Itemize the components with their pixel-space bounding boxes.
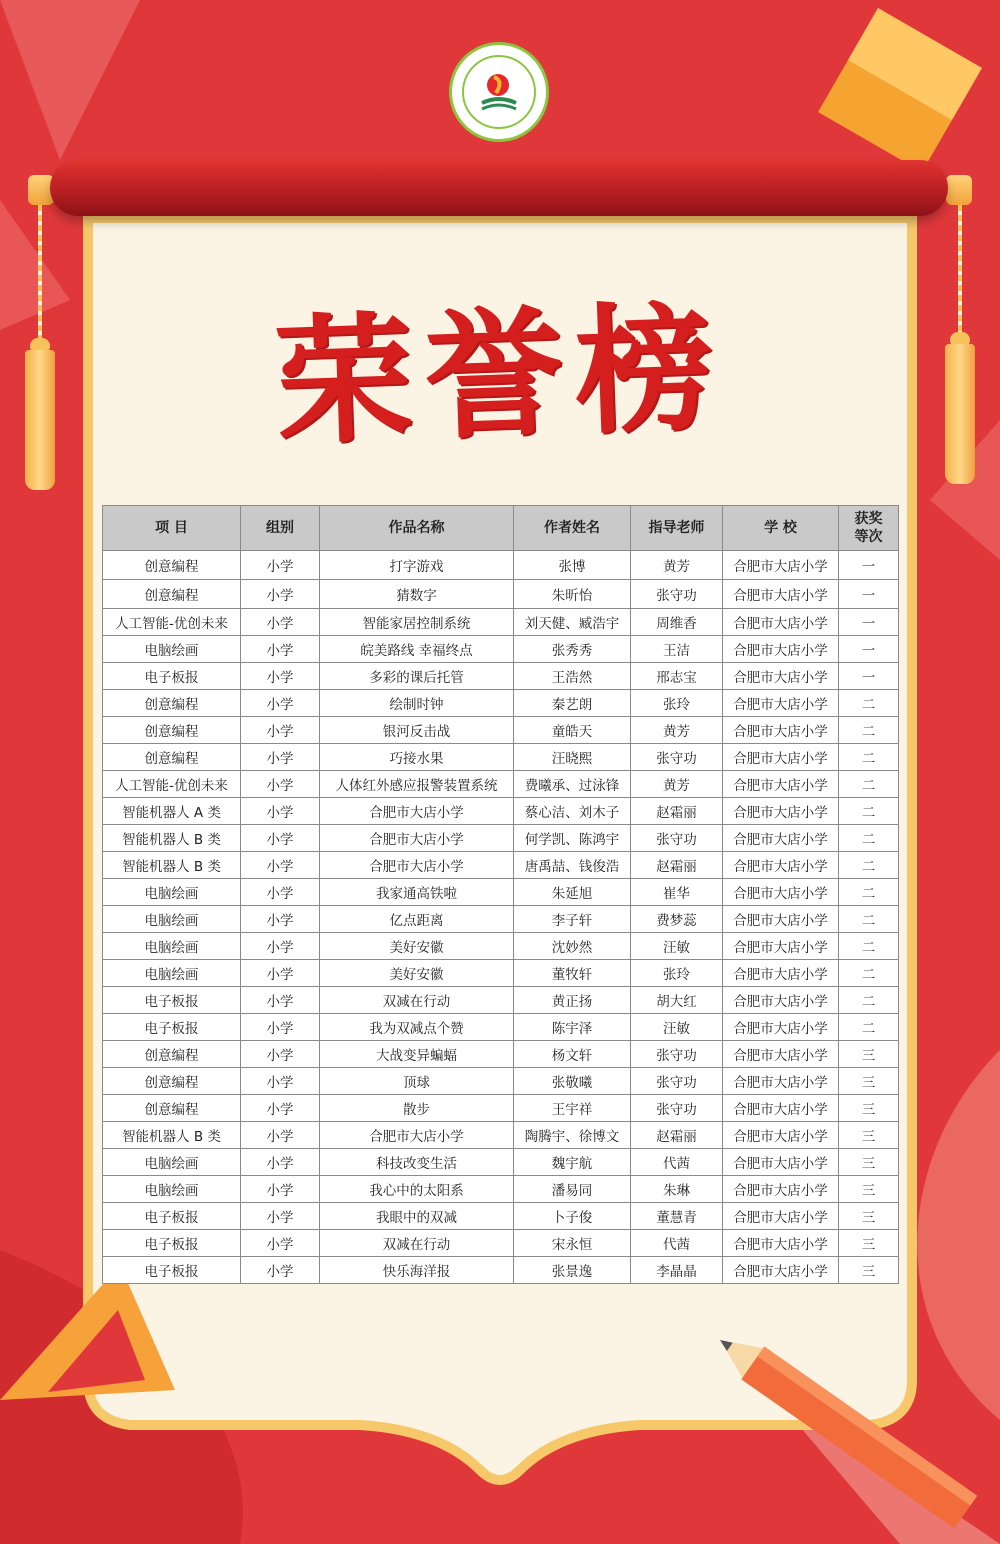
cell-work-title: 双减在行动	[320, 987, 514, 1014]
table-body	[103, 551, 899, 1284]
cell-award-level: 二	[839, 879, 899, 906]
cell-work-title: 人体红外感应报警装置系统	[320, 771, 514, 798]
cell-work-title: 美好安徽	[320, 960, 514, 987]
cell-teacher: 汪敏	[631, 933, 723, 960]
cell-work-title: 我家通高铁啦	[320, 879, 514, 906]
cell-project: 创意编程	[103, 580, 241, 609]
cell-author: 唐禹喆、钱俊浩	[514, 852, 631, 879]
cell-group: 小学	[241, 609, 320, 636]
cell-work-title: 多彩的课后托管	[320, 663, 514, 690]
cell-project: 电子板报	[103, 1014, 241, 1041]
cell-group: 小学	[241, 960, 320, 987]
cell-teacher: 朱琳	[631, 1176, 723, 1203]
cell-award-level: 一	[839, 551, 899, 580]
cell-award-level: 三	[839, 1230, 899, 1257]
table-row	[103, 1122, 899, 1149]
table-row	[103, 1257, 899, 1284]
cell-project: 电脑绘画	[103, 960, 241, 987]
awards-table	[102, 505, 899, 1284]
table-row	[103, 1014, 899, 1041]
cell-school: 合肥市大店小学	[723, 663, 839, 690]
cell-author: 秦艺朗	[514, 690, 631, 717]
cell-school: 合肥市大店小学	[723, 1068, 839, 1095]
table-row	[103, 580, 899, 609]
cell-teacher: 张守功	[631, 744, 723, 771]
cell-project: 创意编程	[103, 744, 241, 771]
cell-award-level: 三	[839, 1095, 899, 1122]
table-row	[103, 960, 899, 987]
table-row	[103, 771, 899, 798]
cell-teacher: 赵霜丽	[631, 1122, 723, 1149]
cell-school: 合肥市大店小学	[723, 580, 839, 609]
cell-author: 朱昕怡	[514, 580, 631, 609]
cell-work-title: 巧接水果	[320, 744, 514, 771]
cell-project: 电脑绘画	[103, 879, 241, 906]
cell-work-title: 智能家居控制系统	[320, 609, 514, 636]
cell-school: 合肥市大店小学	[723, 636, 839, 663]
cell-project: 智能机器人 B 类	[103, 825, 241, 852]
cell-school: 合肥市大店小学	[723, 825, 839, 852]
cell-group: 小学	[241, 744, 320, 771]
cell-teacher: 张守功	[631, 1095, 723, 1122]
table-header-row	[103, 506, 899, 551]
school-logo-emblem	[452, 45, 546, 139]
cell-work-title: 打字游戏	[320, 551, 514, 580]
cell-teacher: 代茜	[631, 1149, 723, 1176]
cell-project: 电子板报	[103, 1230, 241, 1257]
cell-group: 小学	[241, 987, 320, 1014]
cell-teacher: 崔华	[631, 879, 723, 906]
cell-school: 合肥市大店小学	[723, 987, 839, 1014]
table-row	[103, 1230, 899, 1257]
cell-author: 陶腾宇、徐博文	[514, 1122, 631, 1149]
cell-author: 魏宇航	[514, 1149, 631, 1176]
cell-teacher: 邢志宝	[631, 663, 723, 690]
cell-teacher: 董慧青	[631, 1203, 723, 1230]
cell-teacher: 赵霜丽	[631, 798, 723, 825]
cell-award-level: 二	[839, 987, 899, 1014]
cell-teacher: 赵霜丽	[631, 852, 723, 879]
cell-project: 创意编程	[103, 1041, 241, 1068]
cell-award-level: 一	[839, 636, 899, 663]
cell-work-title: 合肥市大店小学	[320, 1122, 514, 1149]
cell-author: 张博	[514, 551, 631, 580]
cell-group: 小学	[241, 771, 320, 798]
cell-author: 张景逸	[514, 1257, 631, 1284]
scroll-rod	[50, 160, 948, 216]
table-row	[103, 717, 899, 744]
table-row	[103, 852, 899, 879]
cell-teacher: 胡大红	[631, 987, 723, 1014]
cell-group: 小学	[241, 933, 320, 960]
cell-project: 智能机器人 A 类	[103, 798, 241, 825]
cell-work-title: 银河反击战	[320, 717, 514, 744]
cell-school: 合肥市大店小学	[723, 1122, 839, 1149]
cell-teacher: 黄芳	[631, 717, 723, 744]
cell-group: 小学	[241, 852, 320, 879]
cell-author: 黄正扬	[514, 987, 631, 1014]
cell-author: 卜子俊	[514, 1203, 631, 1230]
cell-group: 小学	[241, 636, 320, 663]
cell-teacher: 周维香	[631, 609, 723, 636]
header-group: 组别	[241, 506, 320, 551]
cell-award-level: 二	[839, 960, 899, 987]
cell-group: 小学	[241, 580, 320, 609]
table-row	[103, 906, 899, 933]
cell-award-level: 二	[839, 825, 899, 852]
cell-school: 合肥市大店小学	[723, 1203, 839, 1230]
cell-group: 小学	[241, 1014, 320, 1041]
cell-teacher: 张守功	[631, 1068, 723, 1095]
cell-teacher: 张守功	[631, 1041, 723, 1068]
cell-teacher: 张守功	[631, 580, 723, 609]
cell-work-title: 猜数字	[320, 580, 514, 609]
cell-group: 小学	[241, 879, 320, 906]
cell-project: 人工智能-优创未来	[103, 609, 241, 636]
cell-group: 小学	[241, 1257, 320, 1284]
header-school: 学 校	[723, 506, 839, 551]
cell-award-level: 一	[839, 663, 899, 690]
cell-work-title: 我心中的太阳系	[320, 1176, 514, 1203]
table-row	[103, 609, 899, 636]
cell-project: 创意编程	[103, 551, 241, 580]
cell-project: 电子板报	[103, 1257, 241, 1284]
cell-teacher: 王洁	[631, 636, 723, 663]
cell-project: 电脑绘画	[103, 906, 241, 933]
cell-project: 智能机器人 B 类	[103, 1122, 241, 1149]
table-row	[103, 825, 899, 852]
cell-project: 创意编程	[103, 717, 241, 744]
table-row	[103, 1068, 899, 1095]
cell-school: 合肥市大店小学	[723, 960, 839, 987]
cell-author: 陈宇泽	[514, 1014, 631, 1041]
cell-award-level: 二	[839, 798, 899, 825]
cell-school: 合肥市大店小学	[723, 1014, 839, 1041]
cell-project: 创意编程	[103, 1095, 241, 1122]
cell-group: 小学	[241, 690, 320, 717]
cell-school: 合肥市大店小学	[723, 744, 839, 771]
table-row	[103, 879, 899, 906]
cell-author: 王浩然	[514, 663, 631, 690]
cell-group: 小学	[241, 663, 320, 690]
cell-award-level: 二	[839, 852, 899, 879]
cell-group: 小学	[241, 906, 320, 933]
cell-author: 张敬曦	[514, 1068, 631, 1095]
cell-group: 小学	[241, 1041, 320, 1068]
cell-school: 合肥市大店小学	[723, 771, 839, 798]
header-project: 项 目	[103, 506, 241, 551]
cell-school: 合肥市大店小学	[723, 798, 839, 825]
cell-award-level: 三	[839, 1257, 899, 1284]
cell-work-title: 合肥市大店小学	[320, 825, 514, 852]
cell-author: 蔡心洁、刘木子	[514, 798, 631, 825]
cell-group: 小学	[241, 825, 320, 852]
cell-award-level: 二	[839, 906, 899, 933]
cell-work-title: 科技改变生活	[320, 1149, 514, 1176]
cell-award-level: 二	[839, 690, 899, 717]
table-row	[103, 1041, 899, 1068]
cell-award-level: 三	[839, 1068, 899, 1095]
cell-award-level: 二	[839, 1014, 899, 1041]
cell-group: 小学	[241, 1122, 320, 1149]
cell-award-level: 三	[839, 1203, 899, 1230]
cell-author: 杨文轩	[514, 1041, 631, 1068]
cell-group: 小学	[241, 1068, 320, 1095]
cell-author: 张秀秀	[514, 636, 631, 663]
table-row	[103, 933, 899, 960]
cell-group: 小学	[241, 798, 320, 825]
table-row	[103, 1149, 899, 1176]
cell-project: 创意编程	[103, 1068, 241, 1095]
cell-author: 刘天健、臧浩宇	[514, 609, 631, 636]
cell-work-title: 亿点距离	[320, 906, 514, 933]
cell-project: 创意编程	[103, 690, 241, 717]
cell-author: 董牧轩	[514, 960, 631, 987]
cell-project: 电脑绘画	[103, 1176, 241, 1203]
cell-group: 小学	[241, 551, 320, 580]
cell-school: 合肥市大店小学	[723, 717, 839, 744]
cell-group: 小学	[241, 1149, 320, 1176]
cell-work-title: 我为双减点个赞	[320, 1014, 514, 1041]
cell-author: 王宇祥	[514, 1095, 631, 1122]
cell-school: 合肥市大店小学	[723, 906, 839, 933]
header-teacher: 指导老师	[631, 506, 723, 551]
cell-author: 潘易同	[514, 1176, 631, 1203]
cell-award-level: 二	[839, 744, 899, 771]
cell-work-title: 散步	[320, 1095, 514, 1122]
cell-teacher: 费梦蕊	[631, 906, 723, 933]
cell-teacher: 张守功	[631, 825, 723, 852]
cell-teacher: 黄芳	[631, 551, 723, 580]
cell-school: 合肥市大店小学	[723, 1095, 839, 1122]
cell-teacher: 张玲	[631, 960, 723, 987]
cell-work-title: 合肥市大店小学	[320, 852, 514, 879]
cell-work-title: 皖美路线 幸福终点	[320, 636, 514, 663]
scroll-rod-cap-right	[946, 175, 972, 205]
cell-work-title: 快乐海洋报	[320, 1257, 514, 1284]
table-row	[103, 551, 899, 580]
header-award-level: 获奖等次	[839, 506, 899, 551]
cell-award-level: 二	[839, 717, 899, 744]
cell-award-level: 二	[839, 771, 899, 798]
cell-author: 童皓天	[514, 717, 631, 744]
cell-author: 费曦承、过泳锋	[514, 771, 631, 798]
cell-author: 李子轩	[514, 906, 631, 933]
cell-school: 合肥市大店小学	[723, 1257, 839, 1284]
cell-award-level: 三	[839, 1122, 899, 1149]
cell-project: 人工智能-优创未来	[103, 771, 241, 798]
cell-project: 电子板报	[103, 663, 241, 690]
cell-award-level: 二	[839, 933, 899, 960]
cell-teacher: 汪敏	[631, 1014, 723, 1041]
header-work-title: 作品名称	[320, 506, 514, 551]
cell-school: 合肥市大店小学	[723, 1041, 839, 1068]
table-row	[103, 663, 899, 690]
cell-group: 小学	[241, 1203, 320, 1230]
table-row	[103, 987, 899, 1014]
table-row	[103, 690, 899, 717]
table-row	[103, 1176, 899, 1203]
cell-school: 合肥市大店小学	[723, 1149, 839, 1176]
cell-school: 合肥市大店小学	[723, 933, 839, 960]
cell-group: 小学	[241, 717, 320, 744]
cell-work-title: 双减在行动	[320, 1230, 514, 1257]
cell-teacher: 代茜	[631, 1230, 723, 1257]
cell-teacher: 张玲	[631, 690, 723, 717]
cell-work-title: 大战变异蝙蝠	[320, 1041, 514, 1068]
cell-award-level: 一	[839, 580, 899, 609]
cell-author: 何学凯、陈鸿宇	[514, 825, 631, 852]
cell-school: 合肥市大店小学	[723, 852, 839, 879]
school-logo	[449, 42, 549, 142]
cell-author: 沈妙然	[514, 933, 631, 960]
cell-project: 电脑绘画	[103, 1149, 241, 1176]
cell-project: 电脑绘画	[103, 636, 241, 663]
cell-author: 汪晓熙	[514, 744, 631, 771]
table-row	[103, 798, 899, 825]
cell-school: 合肥市大店小学	[723, 879, 839, 906]
cell-award-level: 一	[839, 609, 899, 636]
cell-project: 智能机器人 B 类	[103, 852, 241, 879]
cell-group: 小学	[241, 1176, 320, 1203]
cell-project: 电脑绘画	[103, 933, 241, 960]
cell-group: 小学	[241, 1095, 320, 1122]
cell-group: 小学	[241, 1230, 320, 1257]
table-row	[103, 1095, 899, 1122]
cell-project: 电子板报	[103, 987, 241, 1014]
cell-teacher: 黄芳	[631, 771, 723, 798]
cell-work-title: 顶球	[320, 1068, 514, 1095]
table-row	[103, 1203, 899, 1230]
cell-award-level: 三	[839, 1041, 899, 1068]
cell-work-title: 我眼中的双减	[320, 1203, 514, 1230]
page-title: 荣誉榜	[272, 285, 728, 464]
cell-award-level: 三	[839, 1176, 899, 1203]
cell-school: 合肥市大店小学	[723, 609, 839, 636]
cell-school: 合肥市大店小学	[723, 551, 839, 580]
cell-teacher: 李晶晶	[631, 1257, 723, 1284]
table-row	[103, 744, 899, 771]
cell-author: 宋永恒	[514, 1230, 631, 1257]
cell-school: 合肥市大店小学	[723, 1176, 839, 1203]
cell-work-title: 合肥市大店小学	[320, 798, 514, 825]
cell-work-title: 美好安徽	[320, 933, 514, 960]
cell-author: 朱延旭	[514, 879, 631, 906]
cell-school: 合肥市大店小学	[723, 1230, 839, 1257]
table-row	[103, 636, 899, 663]
cell-project: 电子板报	[103, 1203, 241, 1230]
cell-work-title: 绘制时钟	[320, 690, 514, 717]
cell-award-level: 三	[839, 1149, 899, 1176]
cell-school: 合肥市大店小学	[723, 690, 839, 717]
header-author: 作者姓名	[514, 506, 631, 551]
